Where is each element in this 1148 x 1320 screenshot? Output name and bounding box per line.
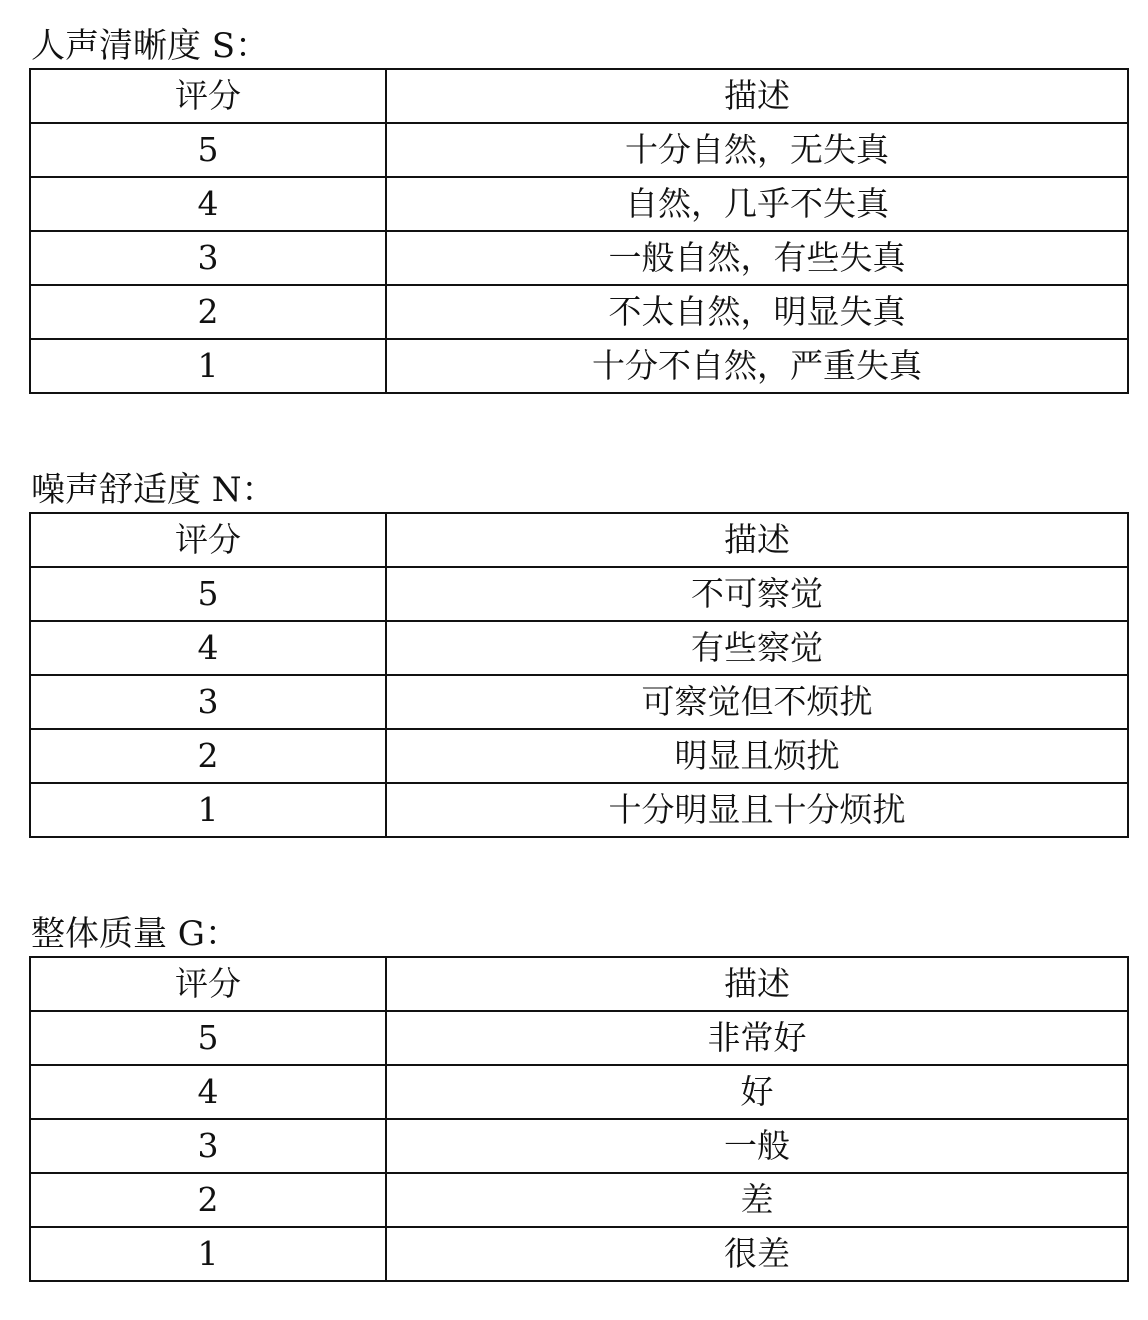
score-header: 评分 [30,957,386,1011]
table-row [30,339,1128,393]
table-header-row [30,957,1128,1011]
table-row [30,1065,1128,1119]
description-header: 描述 [386,957,1128,1011]
section-title: 整体质量 G： [31,914,239,954]
noise-comfort-section [29,470,1127,829]
score-cell: 1 [30,1227,386,1281]
speech-clarity-section [29,26,1127,385]
description-cell: 不可察觉 [386,567,1128,621]
table-row [30,177,1128,231]
score-cell: 3 [30,1119,386,1173]
description-cell: 一般 [386,1119,1128,1173]
description-cell: 十分自然，无失真 [386,123,1128,177]
score-cell: 5 [30,123,386,177]
overall-quality-section [29,914,1127,1273]
description-cell: 很差 [386,1227,1128,1281]
score-cell: 5 [30,1011,386,1065]
description-cell: 好 [386,1065,1128,1119]
score-cell: 2 [30,1173,386,1227]
table-row [30,621,1128,675]
section-title: 人声清晰度 S： [31,26,270,66]
table-row [30,675,1128,729]
rating-table [29,956,1129,1282]
score-header: 评分 [30,69,386,123]
score-cell: 4 [30,177,386,231]
description-cell: 明显且烦扰 [386,729,1128,783]
table-header-row [30,69,1128,123]
score-header: 评分 [30,513,386,567]
table-row [30,567,1128,621]
description-header: 描述 [386,513,1128,567]
table-row [30,1011,1128,1065]
description-cell: 可察觉但不烦扰 [386,675,1128,729]
description-cell: 有些察觉 [386,621,1128,675]
score-cell: 4 [30,1065,386,1119]
table-header-row [30,513,1128,567]
rating-table [29,68,1129,394]
table-row [30,231,1128,285]
description-cell: 自然，几乎不失真 [386,177,1128,231]
score-cell: 2 [30,729,386,783]
section-title: 噪声舒适度 N： [31,470,276,510]
score-cell: 3 [30,231,386,285]
table-row [30,285,1128,339]
description-cell: 十分明显且十分烦扰 [386,783,1128,837]
table-row [30,1227,1128,1281]
score-cell: 5 [30,567,386,621]
description-cell: 一般自然，有些失真 [386,231,1128,285]
description-cell: 差 [386,1173,1128,1227]
rating-table [29,512,1129,838]
score-cell: 1 [30,339,386,393]
table-row [30,123,1128,177]
description-cell: 十分不自然，严重失真 [386,339,1128,393]
table-row [30,1119,1128,1173]
score-cell: 1 [30,783,386,837]
score-cell: 4 [30,621,386,675]
description-header: 描述 [386,69,1128,123]
table-row [30,783,1128,837]
description-cell: 不太自然，明显失真 [386,285,1128,339]
table-row [30,729,1128,783]
description-cell: 非常好 [386,1011,1128,1065]
score-cell: 2 [30,285,386,339]
score-cell: 3 [30,675,386,729]
table-row [30,1173,1128,1227]
